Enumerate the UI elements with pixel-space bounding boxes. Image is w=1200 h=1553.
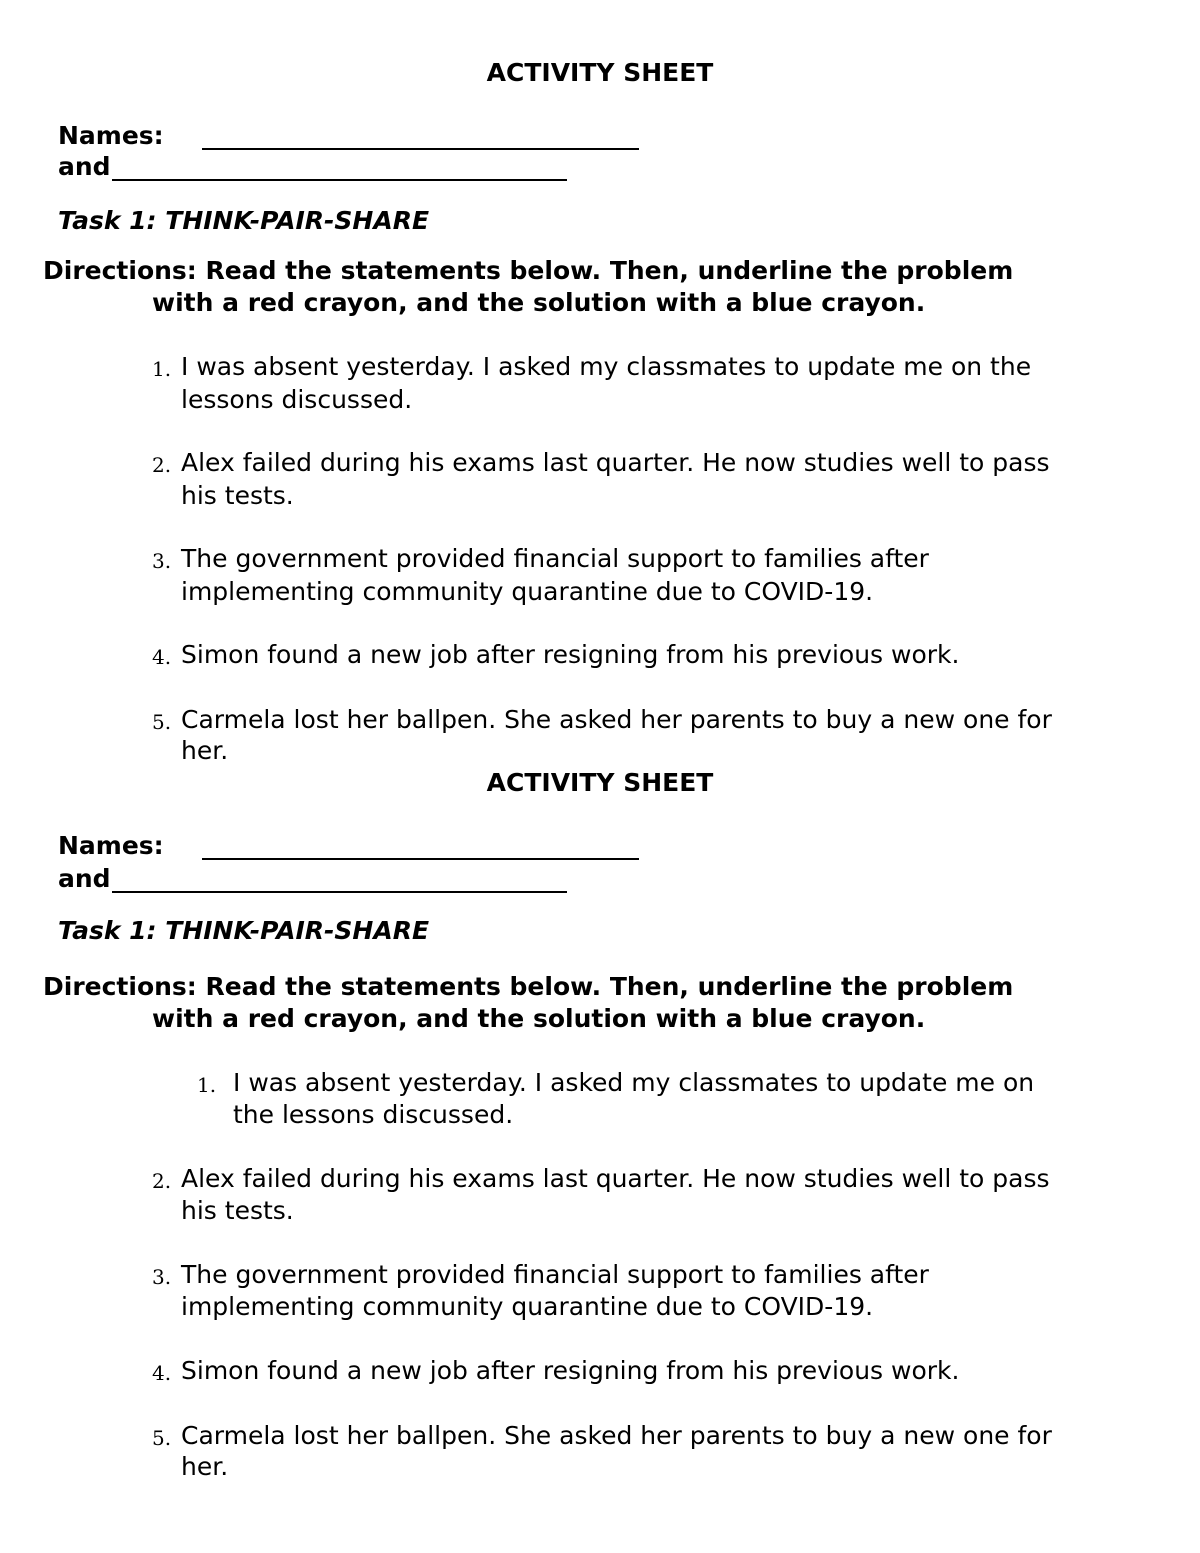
and-label: and: [58, 152, 111, 181]
item-number: 5.: [152, 1426, 172, 1450]
item-text-line-2: his tests.: [181, 1196, 294, 1225]
item-text-line-2: her.: [181, 736, 229, 765]
item-text-line-1: Carmela lost her ballpen. She asked her parents to buy a new one for: [181, 705, 1052, 734]
task-heading: Task 1: THINK-PAIR-SHARE: [58, 206, 430, 235]
item-text-line-1: Alex failed during his exams last quarter. He now studies well to pass: [181, 448, 1050, 477]
sheet-title: ACTIVITY SHEET: [486, 58, 714, 87]
task-heading: Task 1: THINK-PAIR-SHARE: [58, 916, 430, 945]
item-text-line-1: Carmela lost her ballpen. She asked her parents to buy a new one for: [181, 1421, 1052, 1450]
item-text-line-2: his tests.: [181, 481, 294, 510]
item-text-line-1: The government provided financial support to families after: [181, 544, 929, 573]
item-number: 1.: [197, 1073, 217, 1097]
item-text-line-1: Simon found a new job after resigning from his previous work.: [181, 1356, 960, 1385]
item-text-line-1: I was absent yesterday. I asked my classmates to update me on: [233, 1068, 1035, 1097]
item-text-line-1: The government provided financial support to families after: [181, 1260, 929, 1289]
item-number: 3.: [152, 549, 172, 573]
item-number: 4.: [152, 1361, 172, 1385]
item-text-line-2: implementing community quarantine due to COVID-19.: [181, 577, 874, 606]
name-blank-2[interactable]: [112, 179, 567, 181]
name-blank-1[interactable]: [202, 148, 639, 150]
item-text-line-2: lessons discussed.: [181, 385, 413, 414]
item-text-line-2: the lessons discussed.: [233, 1100, 514, 1129]
item-number: 4.: [152, 645, 172, 669]
item-text-line-2: her.: [181, 1452, 229, 1481]
item-text-line-2: implementing community quarantine due to COVID-19.: [181, 1292, 874, 1321]
and-label: and: [58, 864, 111, 893]
item-number: 3.: [152, 1265, 172, 1289]
name-blank-1[interactable]: [202, 858, 639, 860]
item-number: 2.: [152, 1169, 172, 1193]
item-number: 1.: [152, 357, 172, 381]
item-number: 5.: [152, 710, 172, 734]
item-text-line-1: Alex failed during his exams last quarter. He now studies well to pass: [181, 1164, 1050, 1193]
directions-line-1: Directions: Read the statements below. Then, underline the problem: [43, 972, 1014, 1001]
directions-line-2: with a red crayon, and the solution with a blue crayon.: [152, 288, 926, 317]
item-text-line-1: Simon found a new job after resigning from his previous work.: [181, 640, 960, 669]
sheet-title: ACTIVITY SHEET: [486, 768, 714, 797]
directions-line-2: with a red crayon, and the solution with a blue crayon.: [152, 1004, 926, 1033]
item-text-line-1: I was absent yesterday. I asked my classmates to update me on the: [181, 352, 1032, 381]
name-blank-2[interactable]: [112, 891, 567, 893]
item-number: 2.: [152, 453, 172, 477]
names-label: Names:: [58, 121, 164, 150]
names-label: Names:: [58, 831, 164, 860]
directions-line-1: Directions: Read the statements below. Then, underline the problem: [43, 256, 1014, 285]
